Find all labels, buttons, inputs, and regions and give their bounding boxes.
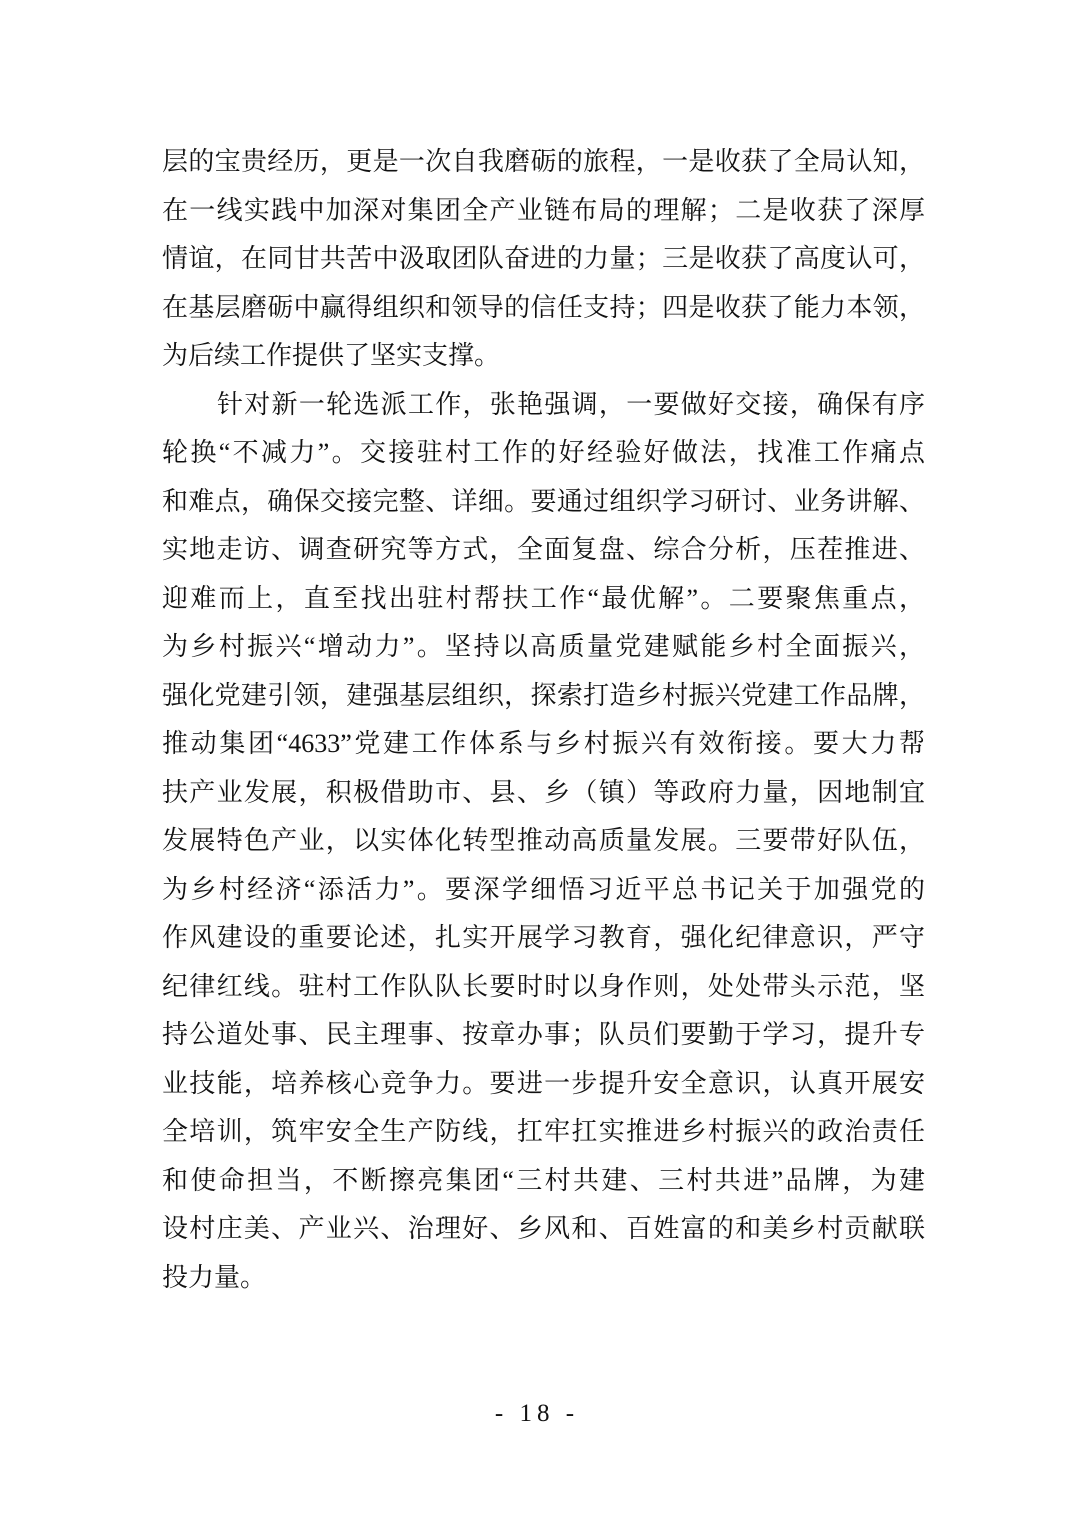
text-line: 扶产业发展，积极借助市、县、乡（镇）等政府力量，因地制宜 [162, 777, 925, 807]
text-line: 持公道处事、民主理事、按章办事；队员们要勤于学习，提升专 [162, 1020, 925, 1049]
text-line: 全培训，筑牢安全生产防线，扛牢扛实推进乡村振兴的政治责任 [162, 1117, 925, 1146]
text-line: 在一线实践中加深对集团全产业链布局的理解；二是收获了深厚 [162, 195, 925, 225]
text-line: 为后续工作提供了坚实支撑。 [162, 341, 501, 370]
text-line: 和使命担当，不断擦亮集团“三村共建、三村共进”品牌，为建 [162, 1165, 925, 1195]
text-line: 情谊，在同甘共苦中汲取团队奋进的力量；三是收获了高度认可， [162, 244, 925, 273]
text-line: 实地走访、调查研究等方式，全面复盘、综合分析，压茬推进、 [162, 535, 925, 564]
text-line: 投力量。 [162, 1262, 267, 1292]
text-line: 在基层磨砺中赢得组织和领导的信任支持；四是收获了能力本领， [162, 292, 925, 322]
text-line: 和难点，确保交接完整、详细。要通过组织学习研讨、业务讲解、 [162, 486, 925, 516]
text-line: 迎难而上，直至找出驻村帮扶工作“最优解”。二要聚焦重点， [162, 583, 925, 613]
text-line: 推动集团“4633”党建工作体系与乡村振兴有效衔接。要大力帮 [162, 729, 925, 758]
text-line: 业技能，培养核心竞争力。要进一步提升安全意识，认真开展安 [162, 1068, 925, 1098]
text-line: 层的宝贵经历，更是一次自我磨砺的旅程，一是收获了全局认知， [162, 147, 925, 176]
text-line: 为乡村振兴“增动力”。坚持以高质量党建赋能乡村全面振兴， [162, 632, 925, 661]
text-line: 纪律红线。驻村工作队队长要时时以身作则，处处带头示范，坚 [162, 971, 925, 1001]
text-line: 强化党建引领，建强基层组织，探索打造乡村振兴党建工作品牌， [162, 680, 925, 710]
text-line: 设村庄美、产业兴、治理好、乡风和、百姓富的和美乡村贡献联 [162, 1214, 925, 1243]
page-number: - 18 - [494, 1400, 580, 1427]
text-line: 针对新一轮选派工作，张艳强调，一要做好交接，确保有序 [217, 389, 925, 419]
text-line: 发展特色产业，以实体化转型推动高质量发展。三要带好队伍， [162, 826, 925, 855]
text-line: 为乡村经济“添活力”。要深学细悟习近平总书记关于加强党的 [162, 874, 925, 904]
text-line: 轮换“不减力”。交接驻村工作的好经验好做法，找准工作痛点 [162, 438, 925, 467]
body-text [162, 138, 925, 1302]
text-line: 作风建设的重要论述，扎实开展学习教育，强化纪律意识，严守 [162, 923, 925, 952]
